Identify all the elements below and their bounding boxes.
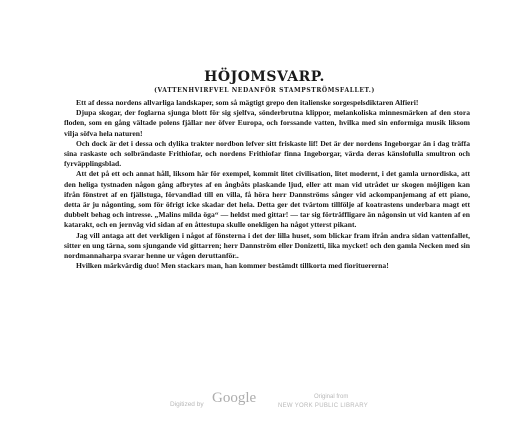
- paragraph: Att det på ett och annat håll, liksom här för exempel, kommit litet civilisation, litet modernt, i det gamla urnordiska, att den heliga tystnaden någon gång afbrytes af en ångbåts plaskande ljud, eller att man vid utrådet ur skogen möjligen kan ifrån fönstret af en fjällstuga, förvandlad till en villa, få höra herr Dannströms sånger vid ackompanjemang af ett piano, detta är ju någonting, som för öfrigt icke skadar det hela. Detta ger det tvärtom tillfölje af koatrastens underbara magt ett dubbelt behag och intresse. „Malins milda öga“ — heldst med gittar! — tar sig förträffligare än någonsin ut vid kanten af en katarakt, och en jernväg vid sidan af en åttestupa skulle onekligen ha något ytterst pikant.: [64, 169, 470, 230]
- original-from-label: Original from: [314, 394, 349, 400]
- paragraph: Djupa skogar, der foglarna sjunga blott för sig sjelfva, sönderbrutna klippor, melankoliska minnesmärken af den stora floden, som en gång vältade polens fjällar ner öfver Europa, och forssande vatten, hvilka med sin enformiga musik liksom vilja söfva hela naturen!: [64, 108, 470, 138]
- google-logo: Google: [212, 390, 257, 406]
- library-name: NEW YORK PUBLIC LIBRARY: [278, 403, 369, 409]
- paragraph: Hvilken märkvärdig duo! Men stackars man, han kommer bestämdt tillkorta med fiorituererna!: [76, 261, 389, 271]
- paragraph: Jag vill antaga att det verkligen i något af fönsterna i det der lilla huset, som blickar fram ifrån andra sidan vattenfallet, sitter en ung tärna, som sjungande vid gittarren; herr Dannström eller Donizetti, lika mycket! och den gamla Necken med sin nordmannaharpa svarar henne ur vågen deruttanför..: [64, 230, 470, 261]
- paragraph: Och dock är det i dessa och dylika trakter nordbon lefver sitt friskaste lif! Det är der nordens Ingeborgar än i dag träffa sina raskaste och solbrändaste Frithiofar, och nordens Frithiofar finna Ingeborgar, värda deras känslofulla smultron och fyrväpplingsblad.: [64, 138, 470, 169]
- article-subtitle: (VATTENHVIRFVEL NEDANFÖR STAMPSTRÖMSFALLET.): [154, 87, 375, 94]
- digitization-footer: [0, 388, 529, 424]
- paragraph: Ett af dessa nordens allvarliga landskaper, som så mägtigt grepo den italienske sorgespelsdiktaren Alfieri!: [76, 98, 419, 107]
- article-body: [64, 98, 470, 271]
- digitized-by-label: Digitized by: [170, 401, 204, 408]
- article-title: HÖJOMSVARP.: [204, 69, 325, 85]
